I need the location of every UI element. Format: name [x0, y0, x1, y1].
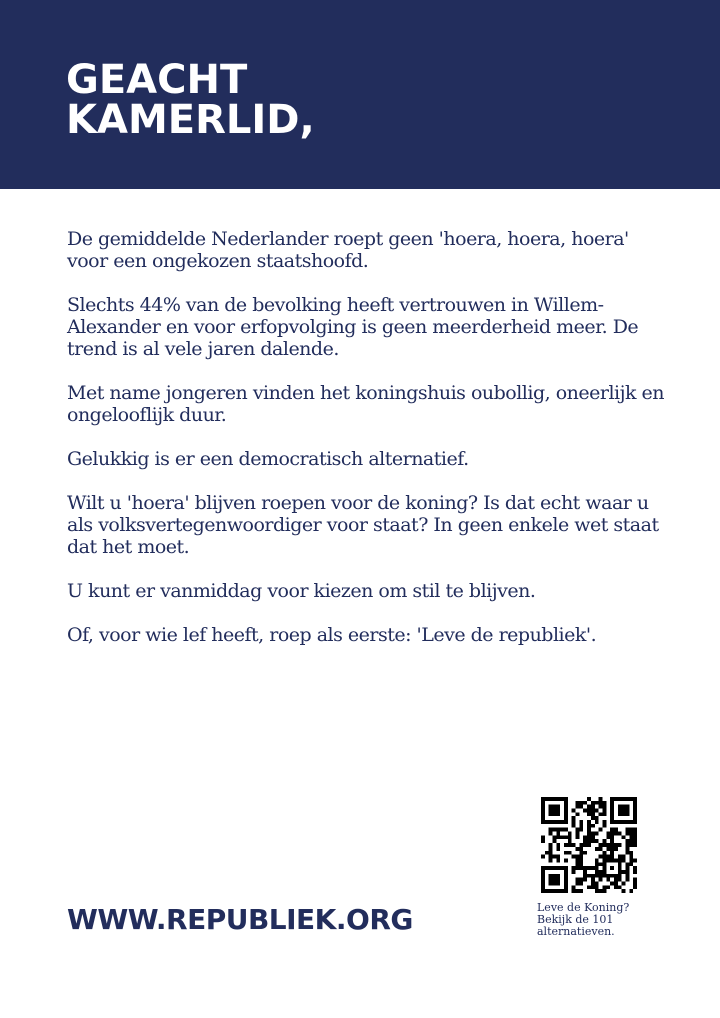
paragraph-2: Slechts 44% van de bevolking heeft vertrouwen in Willem-Alexander en voor erfopvolging is geen meerderheid meer. De trend is al vele jaren dalende. [67, 294, 639, 360]
header-banner [0, 0, 720, 189]
paragraph-7: Of, voor wie lef heeft, roep als eerste: 'Leve de republiek'. [67, 624, 597, 646]
paragraph-4: Gelukkig is er een democratisch alternatief. [67, 448, 469, 470]
page-title [66, 57, 315, 143]
qr-code-icon[interactable] [541, 797, 637, 893]
qr-caption-line-1: Leve de Koning? [537, 901, 630, 914]
qr-caption [537, 902, 667, 938]
paragraph-3: Met name jongeren vinden het koningshuis oubollig, oneerlijk en ongelooflijk duur. [67, 382, 665, 426]
title-line-2: KAMERLID, [66, 97, 315, 143]
paragraph-1: De gemiddelde Nederlander roept geen 'hoera, hoera, hoera' voor een ongekozen staatshoofd. [67, 228, 629, 272]
qr-caption-line-2: Bekijk de 101 [537, 913, 614, 926]
qr-caption-line-3: alternatieven. [537, 925, 615, 938]
letter-body [67, 228, 667, 668]
paragraph-5: Wilt u 'hoera' blijven roepen voor de koning? Is dat echt waar u als volksvertegenwoordiger voor staat? In geen enkele wet staat dat het moet. [67, 492, 659, 558]
website-link[interactable]: WWW.REPUBLIEK.ORG [67, 903, 413, 936]
paragraph-6: U kunt er vanmiddag voor kiezen om stil te blijven. [67, 580, 536, 602]
title-line-1: GEACHT [66, 57, 248, 103]
